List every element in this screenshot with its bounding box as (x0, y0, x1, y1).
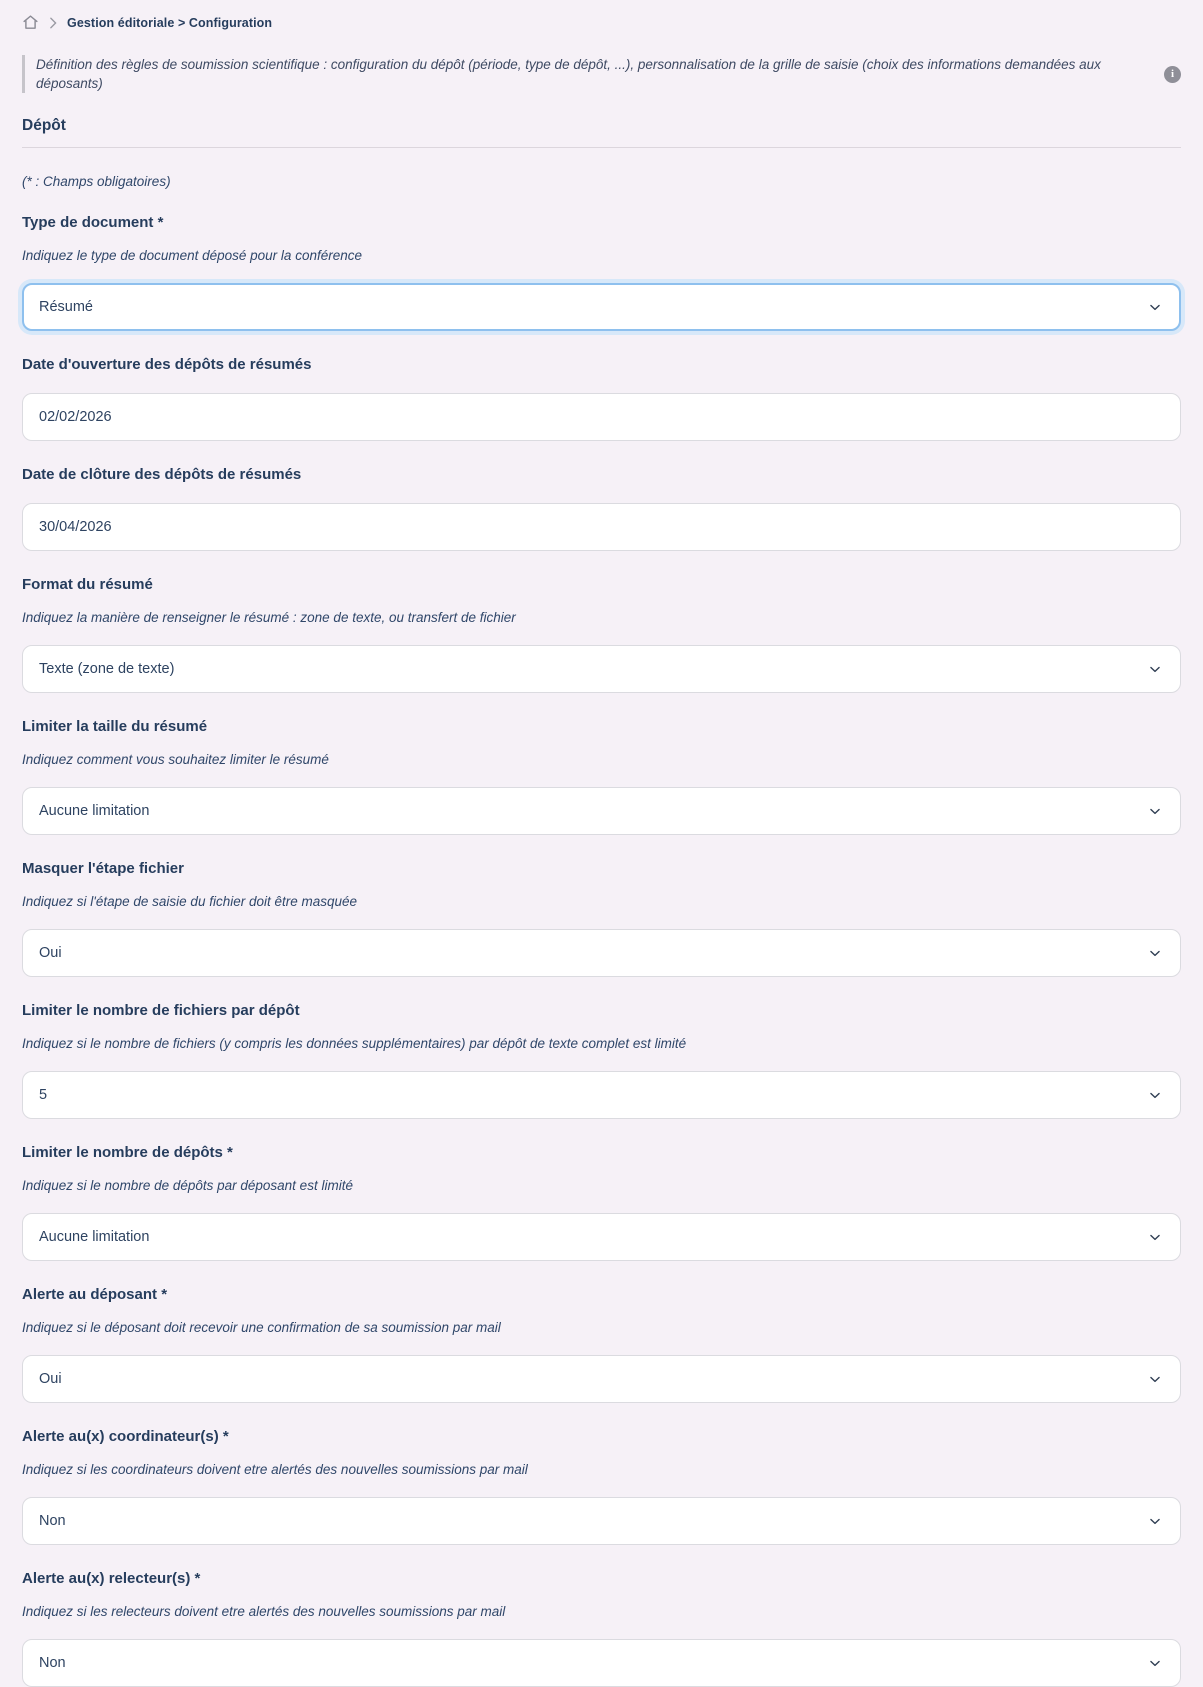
form-field (22, 1570, 1181, 1687)
field-help: Indiquez si le nombre de dépôts par déposant est limité (22, 1178, 353, 1193)
form-field (22, 356, 1181, 441)
field-value: 5 (39, 1087, 48, 1103)
chevron-down-icon (1148, 662, 1162, 676)
chevron-right-icon (48, 17, 58, 29)
select-limiter-le-nombre-de-depots[interactable] (22, 1213, 1181, 1261)
field-label: Alerte au(x) coordinateur(s) * (22, 1428, 229, 1445)
field-value: Non (39, 1655, 66, 1671)
chevron-down-icon (1148, 1372, 1162, 1386)
form-field (22, 466, 1181, 551)
select-type-de-document[interactable] (22, 283, 1181, 331)
field-value: Texte (zone de texte) (39, 661, 175, 677)
form-field (22, 1002, 1181, 1119)
field-help: Indiquez si le déposant doit recevoir une confirmation de sa soumission par mail (22, 1320, 501, 1335)
form-field (22, 860, 1181, 977)
field-help: Indiquez comment vous souhaitez limiter le résumé (22, 752, 329, 767)
field-value: 30/04/2026 (39, 519, 112, 535)
field-value: Non (39, 1513, 66, 1529)
field-value: Résumé (39, 299, 93, 315)
field-label: Limiter le nombre de fichiers par dépôt (22, 1002, 300, 1019)
chevron-down-icon (1148, 1514, 1162, 1528)
field-label: Format du résumé (22, 576, 153, 593)
field-help: Indiquez si l'étape de saisie du fichier doit être masquée (22, 894, 358, 909)
field-help: Indiquez si les relecteurs doivent etre alertés des nouvelles soumissions par mail (22, 1604, 506, 1619)
form-field (22, 718, 1181, 835)
form-field (22, 214, 1181, 331)
field-help: Indiquez le type de document déposé pour la conférence (22, 248, 362, 263)
home-icon[interactable] (22, 14, 39, 31)
info-icon[interactable]: i (1164, 66, 1181, 83)
select-alerte-au-x-coordinateur-s[interactable] (22, 1497, 1181, 1545)
chevron-down-icon (1148, 1088, 1162, 1102)
chevron-down-icon (1148, 946, 1162, 960)
input-date-de-cloture-des-depots-de-resumes[interactable] (22, 503, 1181, 551)
field-label: Date de clôture des dépôts de résumés (22, 466, 302, 483)
input-date-d-ouverture-des-depots-de-resumes[interactable] (22, 393, 1181, 441)
field-value: Aucune limitation (39, 803, 150, 819)
select-masquer-l-etape-fichier[interactable] (22, 929, 1181, 977)
required-fields-note: (* : Champs obligatoires) (22, 174, 171, 189)
breadcrumb-path[interactable]: Gestion éditoriale > Configuration (67, 15, 273, 30)
form-field (22, 1286, 1181, 1403)
field-help: Indiquez si les coordinateurs doivent etre alertés des nouvelles soumissions par mail (22, 1462, 528, 1477)
chevron-down-icon (1148, 1656, 1162, 1670)
field-help: Indiquez si le nombre de fichiers (y compris les données supplémentaires) par dépôt de texte complet est limité (22, 1036, 687, 1051)
field-value: Oui (39, 1371, 62, 1387)
intro-text: Définition des règles de soumission scientifique : configuration du dépôt (période, type de dépôt, ...), personnalisation de la grille de saisie (choix des informations demandées aux déposants) (36, 57, 1101, 91)
select-alerte-au-deposant[interactable] (22, 1355, 1181, 1403)
field-value: Oui (39, 945, 62, 961)
chevron-down-icon (1148, 804, 1162, 818)
intro-note (22, 55, 1181, 93)
field-label: Masquer l'étape fichier (22, 860, 184, 877)
field-label: Alerte au déposant * (22, 1286, 168, 1303)
section-title: Dépôt (22, 117, 1181, 148)
field-label: Limiter le nombre de dépôts * (22, 1144, 233, 1161)
select-limiter-la-taille-du-resume[interactable] (22, 787, 1181, 835)
select-limiter-le-nombre-de-fichiers-par-depot[interactable] (22, 1071, 1181, 1119)
breadcrumb (22, 0, 1181, 31)
field-label: Alerte au(x) relecteur(s) * (22, 1570, 201, 1587)
field-help: Indiquez la manière de renseigner le résumé : zone de texte, ou transfert de fichier (22, 610, 516, 625)
chevron-down-icon (1148, 300, 1162, 314)
field-value: 02/02/2026 (39, 409, 112, 425)
form-field (22, 1144, 1181, 1261)
field-value: Aucune limitation (39, 1229, 150, 1245)
select-format-du-resume[interactable] (22, 645, 1181, 693)
chevron-down-icon (1148, 1230, 1162, 1244)
field-label: Type de document * (22, 214, 164, 231)
form-field (22, 576, 1181, 693)
field-label: Date d'ouverture des dépôts de résumés (22, 356, 312, 373)
field-label: Limiter la taille du résumé (22, 718, 208, 735)
form-field (22, 1428, 1181, 1545)
form-fields (22, 214, 1181, 1687)
